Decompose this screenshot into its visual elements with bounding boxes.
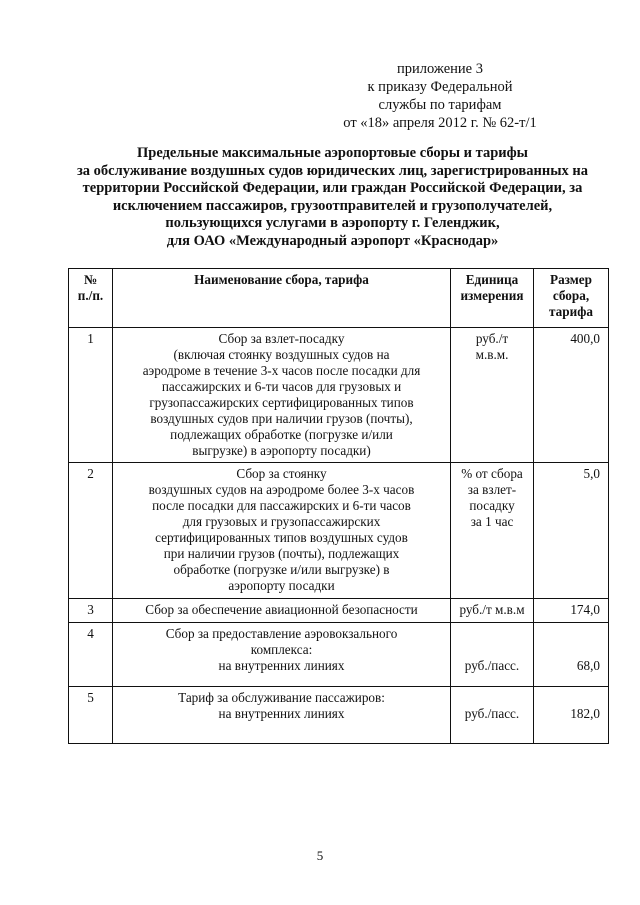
row-number: 1: [69, 328, 113, 463]
row-unit: [451, 599, 534, 623]
header-size: [534, 269, 609, 328]
title-line: за обслуживание воздушных судов юридических лиц, зарегистрированных на: [76, 162, 589, 179]
title-line: Предельные максимальные аэропортовые сборы и тарифы: [137, 145, 528, 161]
table-row: [69, 623, 609, 687]
title-line: для ОАО «Международный аэропорт «Краснодар»: [166, 232, 499, 249]
row-unit-text: руб./пасс.: [464, 658, 520, 673]
row-size: [534, 599, 609, 623]
row-name: [113, 599, 451, 623]
row-name-text: Сбор за взлет-посадку (включая стоянку воздушных судов на аэродроме в течение 3-х часов после посадки для пассажирских и 6-ти часов для грузовых и грузопассажирских сертифицированных типов воздушных судов при наличии грузов (почты), подлежащих обработке (погрузке и/или выгрузке) в аэропорту посадки): [142, 331, 421, 458]
row-number: 4: [69, 623, 113, 687]
header-number-label: № п./п.: [77, 272, 104, 303]
row-unit: [451, 463, 534, 599]
table-row: [69, 687, 609, 744]
row-size-text: 5,0: [583, 466, 600, 481]
row-name-text: Сбор за обеспечение авиационной безопасности: [145, 602, 418, 617]
row-number: 2: [69, 463, 113, 599]
row-unit: [451, 328, 534, 463]
row-name: [113, 687, 451, 744]
row-unit-text: % от сбора за взлет- посадку за 1 час: [461, 466, 523, 529]
row-number: 5: [69, 687, 113, 744]
page-number: 5: [316, 848, 324, 863]
row-name-text: Тариф за обслуживание пассажиров: на внутренних линиях: [178, 690, 385, 721]
appendix-line: от «18» апреля 2012 г. № 62-т/1: [343, 115, 537, 131]
row-unit-text: руб./т м.в.м: [459, 602, 525, 617]
row-size: [534, 463, 609, 599]
title-line: пользующихся услугами в аэропорту г. Геленджик,: [165, 215, 500, 231]
row-name: [113, 623, 451, 687]
header-size-label: Размер сбора, тарифа: [549, 272, 593, 319]
row-number: 3: [69, 599, 113, 623]
row-name: [113, 463, 451, 599]
table-header-row: [69, 269, 609, 328]
header-unit-label: Единица измерения: [460, 272, 524, 303]
row-size: [534, 623, 609, 687]
row-unit: [451, 687, 534, 744]
row-name-text: Сбор за предоставление аэровокзального комплекса: на внутренних линиях: [165, 626, 398, 673]
row-size-text: 68,0: [576, 658, 600, 673]
title-line: исключением пассажиров, грузоотправителей и грузополучателей,: [112, 197, 553, 214]
appendix-line: службы по тарифам: [378, 97, 502, 113]
row-size-text: 400,0: [570, 331, 600, 346]
row-unit-text: руб./пасс.: [464, 706, 520, 721]
header-unit: [451, 269, 534, 328]
row-size: [534, 687, 609, 744]
header-name-label: Наименование сбора, тарифа: [194, 272, 369, 287]
row-size: [534, 328, 609, 463]
row-unit: [451, 623, 534, 687]
header-name: [113, 269, 451, 328]
row-name: [113, 328, 451, 463]
table-row: [69, 463, 609, 599]
appendix-line: приложение 3: [397, 61, 483, 77]
document-title: [50, 145, 615, 250]
row-size-text: 174,0: [570, 602, 600, 617]
title-line: территории Российской Федерации, или граждан Российской Федерации, за: [82, 180, 583, 196]
table-row: [69, 328, 609, 463]
row-size-text: 182,0: [570, 706, 600, 721]
row-unit-text: руб./т м.в.м.: [475, 331, 509, 362]
row-name-text: Сбор за стоянку воздушных судов на аэродроме более 3-х часов после посадки для пассажирских и 6-ти часов для грузовых и грузопассажирских сертифицированных типов воздушных судов при наличии грузов (почты), подлежащих обработке (погрузке и/или выгрузке) в аэропорту посадки: [148, 466, 415, 593]
header-number: [69, 269, 113, 328]
appendix-line: к приказу Федеральной: [367, 79, 513, 95]
appendix-reference: [290, 60, 590, 132]
table-row: [69, 599, 609, 623]
tariffs-table: [68, 268, 609, 744]
